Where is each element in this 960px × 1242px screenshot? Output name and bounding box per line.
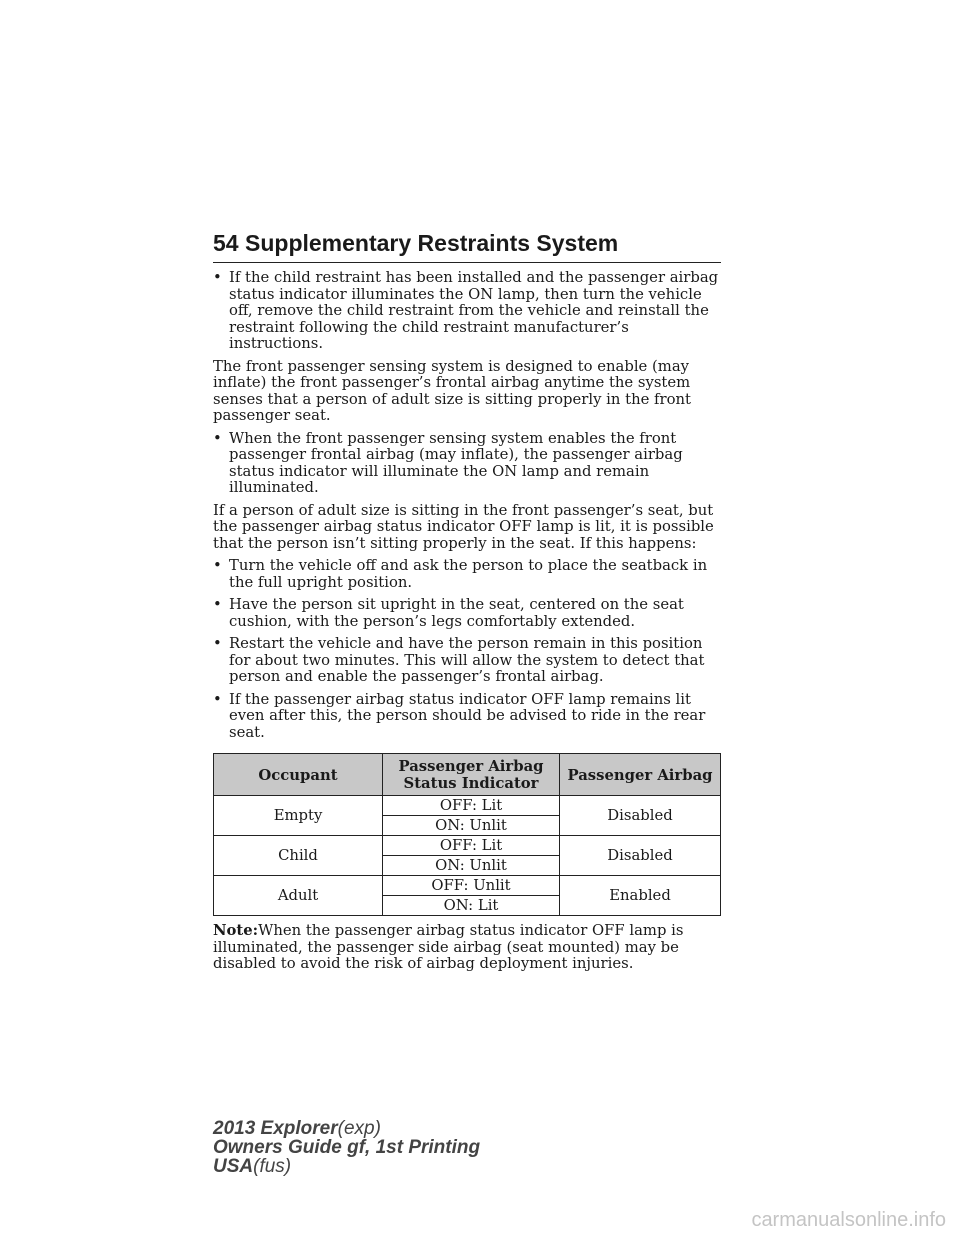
paragraph: If a person of adult size is sitting in the front passenger’s seat, but the passenger airbag status indicator OFF lamp is lit, it is possible that the person isn’t sitting properly in the seat. If this happens: <box>213 501 714 552</box>
note-label: Note: <box>213 922 259 939</box>
bullet-item <box>213 636 721 686</box>
print-footer <box>213 1119 480 1176</box>
footer-line <box>213 1157 480 1176</box>
bullet-symbol: • <box>213 596 222 613</box>
occupant-cell: Empty <box>214 796 383 836</box>
footer-model-code: (exp) <box>337 1118 381 1139</box>
airbag-cell: Enabled <box>560 876 721 916</box>
indicator-cell: ON: Unlit <box>383 856 560 876</box>
bullet-item <box>213 692 721 742</box>
indicator-cell: ON: Lit <box>383 896 560 916</box>
indicator-cell: OFF: Lit <box>383 796 560 816</box>
footer-line <box>213 1138 480 1157</box>
indicator-cell: ON: Unlit <box>383 816 560 836</box>
bullet-item <box>213 270 721 353</box>
bullet-item <box>213 597 721 630</box>
page-number: 54 <box>213 230 239 256</box>
note-text: When the passenger airbag status indicator OFF lamp is illuminated, the passenger side airbag (seat mounted) may be disabled to avoid the risk of airbag deployment injuries. <box>213 922 684 972</box>
body-content <box>213 270 721 987</box>
note-paragraph <box>213 923 721 973</box>
table-header-row <box>214 754 721 796</box>
airbag-cell: Disabled <box>560 796 721 836</box>
table-row <box>214 876 721 896</box>
page-header <box>213 228 721 263</box>
column-header-airbag: Passenger Airbag <box>560 754 721 796</box>
table-row <box>214 836 721 856</box>
bullet-item <box>213 558 721 591</box>
airbag-cell: Disabled <box>560 836 721 876</box>
column-header-indicator: Passenger Airbag Status Indicator <box>383 754 560 796</box>
bullet-symbol: • <box>213 690 222 708</box>
bullet-symbol: • <box>213 635 222 652</box>
indicator-cell: OFF: Lit <box>383 836 560 856</box>
footer-market: USA <box>213 1156 254 1177</box>
footer-market-code: (fus) <box>253 1156 292 1177</box>
section-title: Supplementary Restraints System <box>245 230 619 256</box>
bullet-text: When the front passenger sensing system enables the front passenger frontal airbag (may inflate), the passenger airbag status indicator will illuminate the ON lamp and remain illuminated. <box>229 429 683 496</box>
footer-model: 2013 Explorer <box>213 1118 338 1139</box>
footer-guide: Owners Guide gf, 1st Printing <box>213 1137 481 1158</box>
indicator-cell: OFF: Unlit <box>383 876 560 896</box>
bullet-symbol: • <box>213 557 222 574</box>
airbag-status-table <box>213 753 721 916</box>
paragraph: The front passenger sensing system is designed to enable (may inflate) the front passenger’s frontal airbag anytime the system senses that a person of adult size is sitting properly in the front passenger seat. <box>213 357 691 424</box>
bullet-text: If the child restraint has been installed and the passenger airbag status indicator illuminates the ON lamp, then turn the vehicle off, remove the child restraint from the vehicle and reinstall the restraint following the child restraint manufacturer’s instructions. <box>229 269 719 352</box>
footer-line <box>213 1119 480 1138</box>
bullet-symbol: • <box>213 269 222 286</box>
site-watermark: carmanualsonline.info <box>751 1209 946 1231</box>
bullet-symbol: • <box>213 429 222 447</box>
occupant-cell: Adult <box>214 876 383 916</box>
table-row <box>214 796 721 816</box>
bullet-text: Have the person sit upright in the seat, centered on the seat cushion, with the person’s legs comfortably extended. <box>229 596 684 630</box>
bullet-text: Restart the vehicle and have the person remain in this position for about two minutes. This will allow the system to detect that person and enable the passenger’s frontal airbag. <box>229 635 705 685</box>
bullet-text: If the passenger airbag status indicator OFF lamp remains lit even after this, the person should be advised to ride in the rear seat. <box>229 690 706 741</box>
occupant-cell: Child <box>214 836 383 876</box>
bullet-item <box>213 431 721 497</box>
bullet-text: Turn the vehicle off and ask the person to place the seatback in the full upright position. <box>229 557 708 591</box>
column-header-occupant: Occupant <box>214 754 383 796</box>
